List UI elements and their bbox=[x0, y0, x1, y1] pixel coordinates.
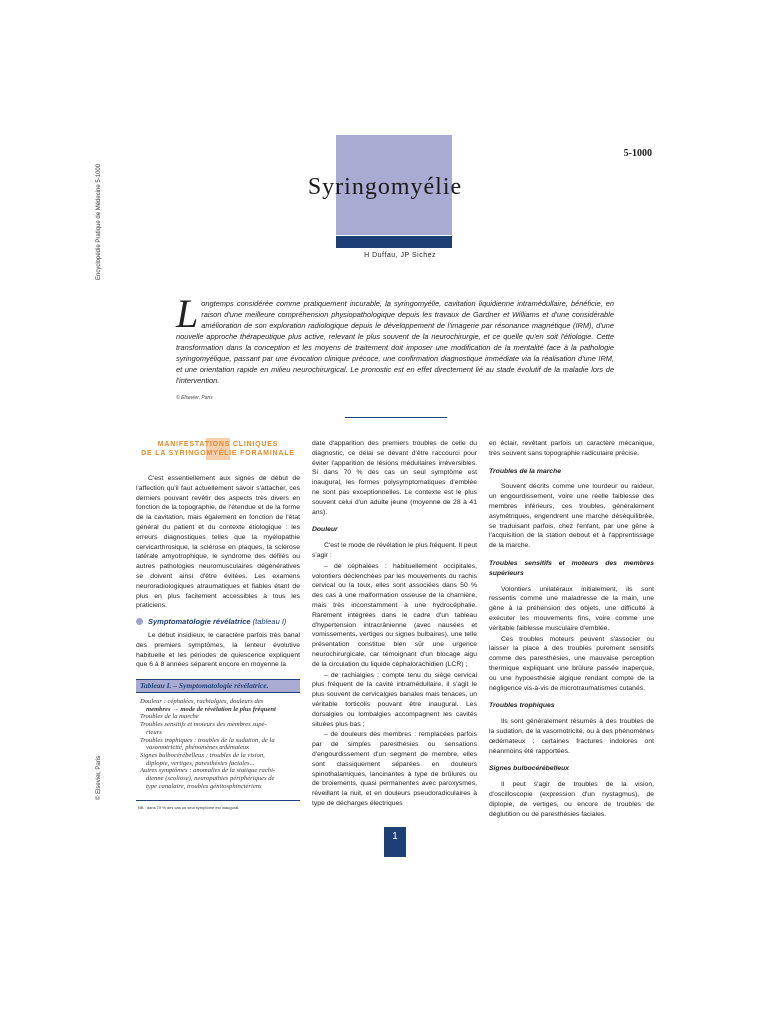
side-running-header-text: Encyclopédie Pratique de Médecine 5-1000 bbox=[96, 163, 102, 280]
table-bottom-rule bbox=[136, 800, 300, 801]
paragraph: en éclair, revêtant parfois un caractère mécanique, très souvent sans topographie radiculaire précise. bbox=[489, 440, 654, 457]
paragraph: Il peut s'agir de troubles de la vision, d'oscilloscopie (expression d'un nystagmus), de diplopie, de vertiges, ou encore de troubles de déglutition ou de paresthésies faciales. bbox=[489, 781, 654, 818]
table-row: rieurs bbox=[146, 728, 162, 736]
paragraph: C'est le mode de révélation le plus fréquent. Il peut s'agir : bbox=[312, 542, 477, 559]
table-row: membres → mode de révélation le plus fréquent bbox=[146, 705, 276, 713]
column-3 bbox=[489, 439, 654, 820]
table-row: Signes bulbocérébelleux : troubles de la vision, bbox=[140, 751, 265, 759]
side-copyright-text: © Elsevier, Paris bbox=[96, 755, 102, 800]
bullet-dot-icon bbox=[136, 618, 143, 625]
column-2 bbox=[312, 439, 477, 810]
table-body bbox=[140, 698, 298, 790]
subsection-ref: (tableau I) bbox=[252, 617, 287, 626]
table-title: Tableau I. – Symptomatologie révélatrice. bbox=[140, 681, 269, 690]
subheading-sensitifs: Troubles sensitifs et moteurs des membres supérieurs bbox=[489, 559, 654, 577]
column-1 bbox=[136, 474, 300, 612]
table-row: dienne (scoliose), neuropathies périphériques de bbox=[146, 775, 275, 783]
intro-copyright: © Elsevier, Paris bbox=[176, 395, 213, 401]
table-row: type canalaire, troubles génitosphinctériens bbox=[146, 782, 262, 790]
section-heading bbox=[136, 440, 300, 458]
table-row: Douleur : céphalées, rachialgies, douleurs des bbox=[140, 698, 264, 705]
paragraph: Volontiers unilatéraux initialement, ils sont ressentis comme une maladresse de la main, une gêne à la préhension des objets, une difficulté à exécuter les mouvements fins, voire comme une véritable faiblesse musculaire d'emblée. bbox=[489, 585, 654, 632]
side-copyright bbox=[96, 740, 110, 800]
paragraph: Souvent décrits comme une lourdeur ou raideur, un engourdissement, voire une réelle faiblesse des membres inférieurs, ces troubles, généralement asymétriques, engendrent une marche déséquilibrée, se traduisant parfois, chez l'enfant, par une gêne à l'acquisition de la station debout et à l'apprentissage de la marche. bbox=[489, 483, 654, 550]
paragraph: Ils sont généralement résumés à des troubles de la sudation, de la vasomotricité, ou à des phénomènes œdémateux ; certaines fractures indolores ont néanmoins été rapportées. bbox=[489, 718, 654, 755]
authors: H Duffau, JP Sichez bbox=[364, 252, 436, 259]
subheading-bulbocerebelleux: Signes bulbocérébelleux bbox=[489, 765, 570, 773]
table-row: diplopie, vertiges, paresthésies faciales... bbox=[146, 759, 255, 767]
column-1-continued bbox=[136, 631, 300, 671]
paragraph: – de douleurs des membres : remplacées parfois par de simples paresthésies ou sensations d'engourdissement d'un segment de membre, elles sont classiquement séparées en douleurs spinothalamiques, lancinantes à type de brûlures ou de broiements, quasi permanentes avec paroxysmes, réveillant la nuit, et en douleurs pseudoradiculaires à type de décharges électriques bbox=[312, 731, 477, 807]
paragraph: – de céphalées : habituellement occipitales, volontiers déclenchées par les mouvements du rachis cervical ou la toux, elles sont associées dans 50 % des cas à une malformation osseuse de la charnière, mais très inconstamment à une hydrocéphalie. Rarement intégrées dans le cadre d'un tableau d'hypertension intracrânienne (avec nausées et vomissements, vertiges ou signes bulbaires), une telle présentation constitue bien sûr une urgence neurochirurgicale, car témoignant d'un blocage aigu de la circulation du liquide céphalorachidien (LCR) ; bbox=[312, 562, 477, 668]
intro-text: ongtemps considérée comme pratiquement incurable, la syringomyélie, cavitation liquidienne intramédullaire, bénéficie, en raison d'une meilleure compréhension physiopathologique depuis les travaux de Gardner et Williams et d'une considérable amélioration de son exploration radiologique depuis le développement de l'imagerie par résonance magnétique (IRM), d'une nouvelle approche thérapeutique plus active, relevant le plus souvent de la neurochirurgie, et ce quelle qu'en soit l'étiologie. Cette transformation dans la conception et les moyens de traitement doit imposer une modification de la mentalité face à la pathologie syringomyélique, passant par une évocation clinique précoce, une confirmation diagnostique immédiate via la réalisation d'une IRM, et une orientation rapide en milieu neurochirurgical. Le pronostic est en effet directement lié au stade évolutif de la maladie lors de l'intervention. bbox=[176, 299, 614, 385]
table-header bbox=[136, 679, 300, 693]
side-running-header bbox=[96, 150, 110, 280]
intro-abstract bbox=[176, 291, 614, 386]
paragraph: date d'apparition des premiers troubles de celle du diagnostic, ce délai se devant d'être raccourci pour éviter l'apparition de lésions médullaires irréversibles. Si dans 70 % des cas un seul symptôme est inaugural, les formes polysymptomatiques d'emblée ne sont pas exceptionnelles. Le contexte est le plus souvent celui d'un adulte jeune (moyenne de 28 à 41 ans). bbox=[312, 440, 477, 516]
subsection-title: Symptomatologie révélatrice bbox=[148, 617, 251, 626]
paragraph: – de rachialgies : compte tenu du siège cervical plus fréquent de la cavité intramédullaire, il s'agit le plus souvent de cervicalgies banales mais tenaces, un véritable torticolis pouvant être inaugural. Les dorsalgies ou lombalgies accompagnent les cavités situées plus bas ; bbox=[312, 671, 477, 728]
article-title: Syringomyélie bbox=[307, 174, 463, 200]
paragraph: Ces troubles moteurs peuvent s'associer ou laisser la place à des troubles purement sensitifs comme des paresthésies, une mauvaise perception thermique expliquant une brûlure passée inaperçue, ou une hypoesthésie algique rendant compte de la négligence vis-à-vis de microtraumatismes cutanés. bbox=[489, 635, 654, 692]
paragraph: Le début insidieux, le caractère parfois très banal des premiers symptômes, la lenteur évolutive habituelle et les périodes de quiescence expliquent que 6 à 8 années séparent encore en moyenne la bbox=[136, 632, 300, 669]
section-heading-line2: DE LA SYRINGOMYÉLIE FORAMINALE bbox=[141, 450, 295, 457]
title-underline-bar bbox=[336, 236, 452, 248]
subsection-heading bbox=[136, 617, 286, 626]
table-row: Autres symptômes : anomalies de la statique rachi- bbox=[140, 767, 276, 775]
subheading-douleur: Douleur bbox=[312, 526, 338, 534]
subheading-trophiques: Troubles trophiques bbox=[489, 702, 555, 710]
table-row: Troubles de la marche bbox=[140, 713, 199, 721]
paragraph: C'est essentiellement aux signes de début de l'affection qu'il faut actuellement savoir s'attacher, ces derniers pouvant revêtir des aspects très divers en fonction de la topographie, de l'étendue et de la forme de la cavitation, mais également en fonction de l'état général du patient et du contexte étiologique : les erreurs diagnostiques telles que la myélopathie cervicarthrosique, la sclérose en plaques, la sclérose latérale amyotrophique, le syndrome des défilés ou autres pathologies neuromusculaires dégénératives se doivent ainsi d'être évitées. Les examens neuroradiologiques atraumatiques et fiables étant de plus en plus facilement accessibles à tous les praticiens. bbox=[136, 475, 300, 610]
table-row: Troubles sensitifs et moteurs des membres supé- bbox=[140, 721, 267, 729]
table-row: Troubles trophiques : troubles de la sudation, de la bbox=[140, 736, 275, 744]
section-heading-line1: MANIFESTATIONS CLINIQUES bbox=[157, 441, 279, 448]
drop-cap: L bbox=[176, 291, 199, 336]
page-code: 5-1000 bbox=[623, 148, 652, 159]
subheading-marche: Troubles de la marche bbox=[489, 467, 562, 475]
table-note: NB : dans 70 % des cas un seul symptôme est inaugural. bbox=[138, 805, 240, 810]
section-divider bbox=[345, 417, 447, 418]
page-number: 1 bbox=[384, 827, 406, 857]
table-row: vasomotricité, phénomènes œdémateux bbox=[146, 744, 250, 752]
